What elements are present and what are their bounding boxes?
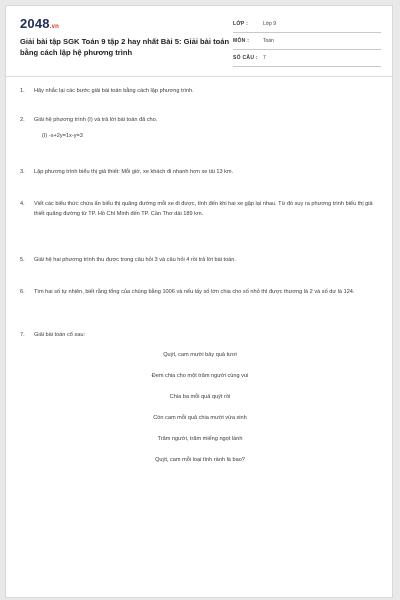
meta-label: SỐ CÂU : <box>233 55 258 61</box>
question-text: Giải hệ hai phương trình thu được trong câu hỏi 3 và câu hỏi 4 rồi trả lời bài toán. <box>34 257 236 263</box>
document-page <box>5 5 393 598</box>
question-text: Tìm hai số tự nhiên, biết rằng tổng của chúng bằng 1006 và nếu lấy số lớn chia cho số nhỏ thì được thương là 2 và số dư là 124. <box>34 289 355 295</box>
poem-line: Quýt, cam mười bảy quả tươi <box>163 352 237 358</box>
meta-value: 7 <box>263 55 266 61</box>
meta-label: MÔN : <box>233 38 250 44</box>
question-number: 6. <box>20 289 25 295</box>
poem-line: Đem chia cho một trăm người cùng vui <box>151 373 249 379</box>
meta-value: Toán <box>263 38 274 44</box>
meta-value: Lớp 9 <box>263 21 277 27</box>
question-item <box>20 116 380 141</box>
question-number: 4. <box>20 201 25 207</box>
site-logo[interactable] <box>20 16 59 31</box>
document-header <box>6 6 392 76</box>
logo-tld: .vn <box>49 24 60 30</box>
question-number: 5. <box>20 257 25 263</box>
question-number: 7. <box>20 332 25 338</box>
question-text: Lập phương trình biểu thị giả thiết: Mỗi giờ, xe khách đi nhanh hơn xe tải 13 km. <box>34 169 234 175</box>
meta-label: LỚP : <box>233 21 249 27</box>
question-item <box>20 331 380 341</box>
question-number: 2. <box>20 117 25 123</box>
poem-line: Trăm người, trăm miếng ngọt lành <box>157 436 243 442</box>
question-item <box>20 288 380 298</box>
document-title: Giải bài tập SGK Toán 9 tập 2 hay nhất Bài 5: Giải bài toán bằng cách lập hệ phương trình <box>20 37 230 57</box>
question-number: 3. <box>20 169 25 175</box>
question-item <box>20 256 380 266</box>
question-equation: (I) -x+2y=1x-y=3 <box>42 132 83 139</box>
question-item <box>20 87 380 97</box>
question-item <box>20 200 380 219</box>
logo-text: 2048 <box>20 16 50 31</box>
question-text: Giải bài toán cổ sau: <box>34 332 85 338</box>
meta-row-class <box>233 18 381 33</box>
question-item <box>20 168 380 178</box>
meta-row-question-count <box>233 52 381 67</box>
meta-info <box>233 18 381 69</box>
meta-row-subject <box>233 35 381 50</box>
question-text: Giải hệ phương trình (I) và trả lời bài toán đã cho. <box>34 117 158 123</box>
poem-line: Chia ba mỗi quả quýt rồi <box>169 394 231 400</box>
header-divider <box>6 76 392 77</box>
poem-line: Quýt, cam mỗi loại tính rành là bao? <box>155 457 245 463</box>
question-text: Viết các biểu thức chứa ẩn biểu thị quãng đường mỗi xe đi được, tính đến khi hai xe gặp lại nhau. Từ đó suy ra phương trình biểu thị giả thiết quãng đường từ TP. Hồ Chí Minh đến TP. Cần Thơ dài 189 km. <box>34 201 373 217</box>
question-number: 1. <box>20 88 25 94</box>
question-text: Hãy nhắc lại các bước giải bài toán bằng cách lập phương trình. <box>34 88 194 94</box>
poem-line: Còn cam mỗi quả chia mười vừa xinh <box>153 415 247 421</box>
